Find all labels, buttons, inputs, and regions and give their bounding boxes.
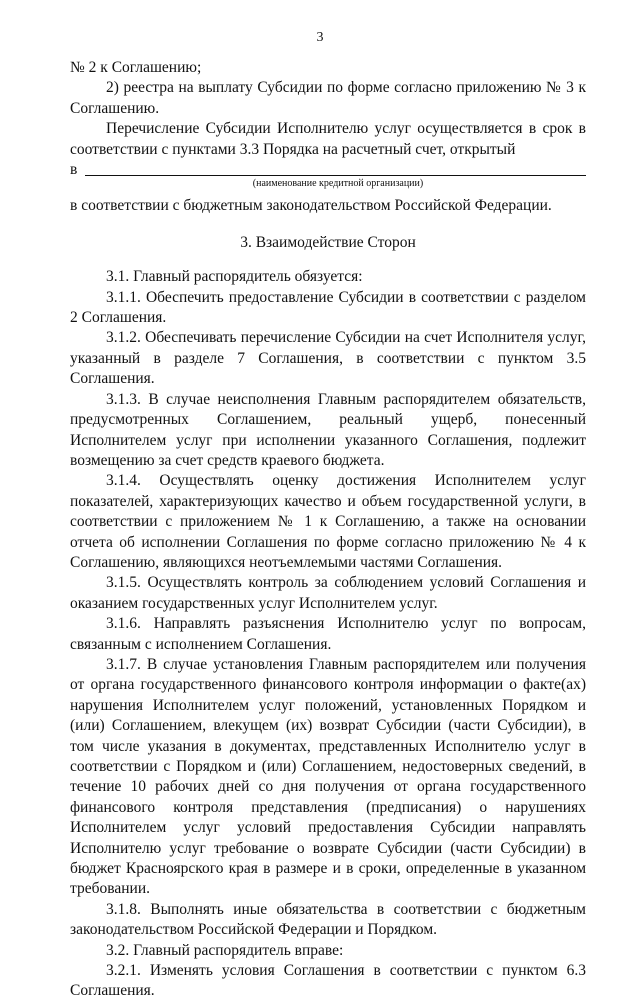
clause-3-1-7: 3.1.7. В случае установления Главным распорядителем или получения от органа государственного финансового контроля информации о факте(ах) нарушения Исполнителем услуг положений, установленных Порядком и (или) Соглашением, влекущем (их) возврат Субсидии (части Субсидии), в том числе указания в документах, представленных Исполнителю услуг в соответствии с Порядком и (или) Соглашением, недостоверных сведений, в течение 10 рабочих дней со дня получения от органа государственного финансового контроля представления (предписания) о нарушениях Исполнителем услуг условий предоставления Субсидии направлять Исполнителю услуг требование о возврате Субсидии (части Субсидии) в бюджет Красноярского края в размере и в сроки, определенные в указанном требовании.: [70, 655, 586, 898]
clause-3-1-5: 3.1.5. Осуществлять контроль за соблюдением условий Соглашения и оказанием государственных услуг Исполнителем услуг.: [70, 574, 586, 612]
clause-3-1-8: 3.1.8. Выполнять иные обязательства в соответствии с бюджетным законодательством Российской Федерации и Порядком.: [70, 900, 586, 939]
clause-3-1: 3.1. Главный распорядитель обязуется:: [106, 268, 363, 286]
bank-name-line: [70, 160, 586, 180]
section-heading: 3. Взаимодействие Сторон: [240, 233, 416, 251]
text-line: № 2 к Соглашению;: [70, 59, 202, 76]
blank-underline: [85, 161, 586, 176]
clause-3-1-4: 3.1.4. Осуществлять оценку достижения Исполнителем услуг показателей, характеризующих качество и объем государственной услуги, в соответствии с приложением № 1 к Соглашению, а также на основании отчета об исполнении Соглашения по форме согласно приложению № 4 к Соглашению, являющихся неотъемлемыми частями Соглашения.: [70, 472, 586, 571]
paragraph-registry: 2) реестра на выплату Субсидии по форме согласно приложению № 3 к Соглашению.: [70, 79, 586, 117]
document-body: [70, 58, 586, 1002]
clause-3-1-1: 3.1.1. Обеспечить предоставление Субсидии в соответствии с разделом 2 Соглашения.: [70, 288, 586, 327]
clause-3-1-2: 3.1.2. Обеспечивать перечисление Субсидии на счет Исполнителя услуг, указанный в разделе 7 Соглашения, в соответствии с пунктом 3.5 Соглашения.: [70, 329, 586, 388]
clause-3-1-6: 3.1.6. Направлять разъяснения Исполнителю услуг по вопросам, связанным с исполнением Соглашения.: [70, 615, 586, 653]
bank-line-prefix: в: [70, 161, 78, 179]
paragraph-transfer: Перечисление Субсидии Исполнителю услуг осуществляется в срок в соответствии с пунктами 3.3 Порядка на расчетный счет, открытый: [70, 120, 586, 158]
clause-3-2: 3.2. Главный распорядитель вправе:: [106, 941, 344, 959]
page-number: 3: [316, 30, 324, 45]
text-line: в соответствии с бюджетным законодательством Российской Федерации.: [70, 197, 552, 215]
field-caption: (наименование кредитной организации): [252, 178, 424, 190]
clause-3-2-1: 3.2.1. Изменять условия Соглашения в соответствии с пунктом 6.3 Соглашения.: [70, 962, 586, 1000]
clause-3-1-3: 3.1.3. В случае неисполнения Главным распорядителем обязательств, предусмотренных Соглашением, реальный ущерб, понесенный Исполнителем услуг при исполнении указанного Соглашения, подлежит возмещению за счет средств краевого бюджета.: [70, 390, 586, 469]
